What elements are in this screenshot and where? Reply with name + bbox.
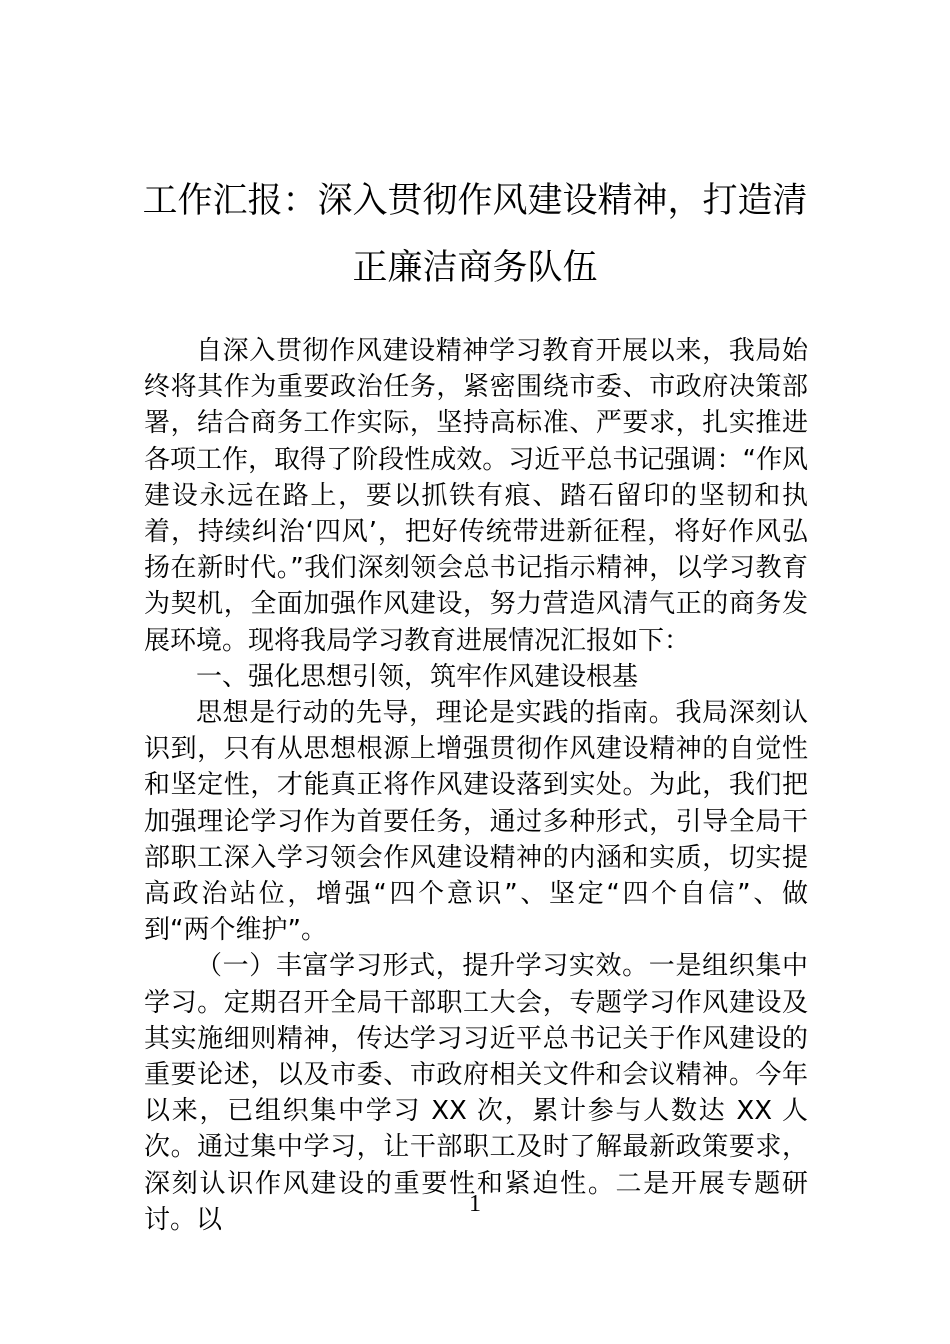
section-paragraph: 思想是行动的先导，理论是实践的指南。我局深刻认识到，只有从思想根源上增强贯彻作风建设精神的自觉性和坚定性，才能真正将作风建设落到实处。为此，我们把加强理论学习作为首要任务，通过多种形式，引导全局干部职工深入学习领会作风建设精神的内涵和实质，切实提高政治站位，增强“四个意识”、坚定“四个自信”、做到“两个维护”。 <box>144 698 808 946</box>
section-heading: 一、强化思想引领，筑牢作风建设根基 <box>196 661 639 692</box>
document-title: 工作汇报：深入贯彻作风建设精神，打造清正廉洁商务队伍 <box>142 181 808 288</box>
subsection-paragraph: （一）丰富学习形式，提升学习实效。一是组织集中学习。定期召开全局干部职工大会，专题学习作风建设及其实施细则精神，传达学习习近平总书记关于作风建设的重要论述，以及市委、市政府相关文件和会议精神。今年以来，已组织集中学习 XX 次，累计参与人数达 XX 人次。通过集中学习，让干部职工及时了解最新政策要求，深刻认识作风建设的重要性和紧迫性。二是开展专题研讨。以 <box>144 951 808 1235</box>
document-body <box>144 333 808 1238</box>
intro-paragraph: 自深入贯彻作风建设精神学习教育开展以来，我局始终将其作为重要政治任务，紧密围绕市委、市政府决策部署，结合商务工作实际，坚持高标准、严要求，扎实推进各项工作，取得了阶段性成效。习近平总书记强调：“作风建设永远在路上，要以抓铁有痕、踏石留印的坚韧和执着，持续纠治‘四风’，把好传统带进新征程，将好作风弘扬在新时代。”我们深刻领会总书记指示精神，以学习教育为契机，全面加强作风建设，努力营造风清气正的商务发展环境。现将我局学习教育进展情况汇报如下： <box>144 336 808 656</box>
page-number: 1 <box>469 1191 481 1217</box>
